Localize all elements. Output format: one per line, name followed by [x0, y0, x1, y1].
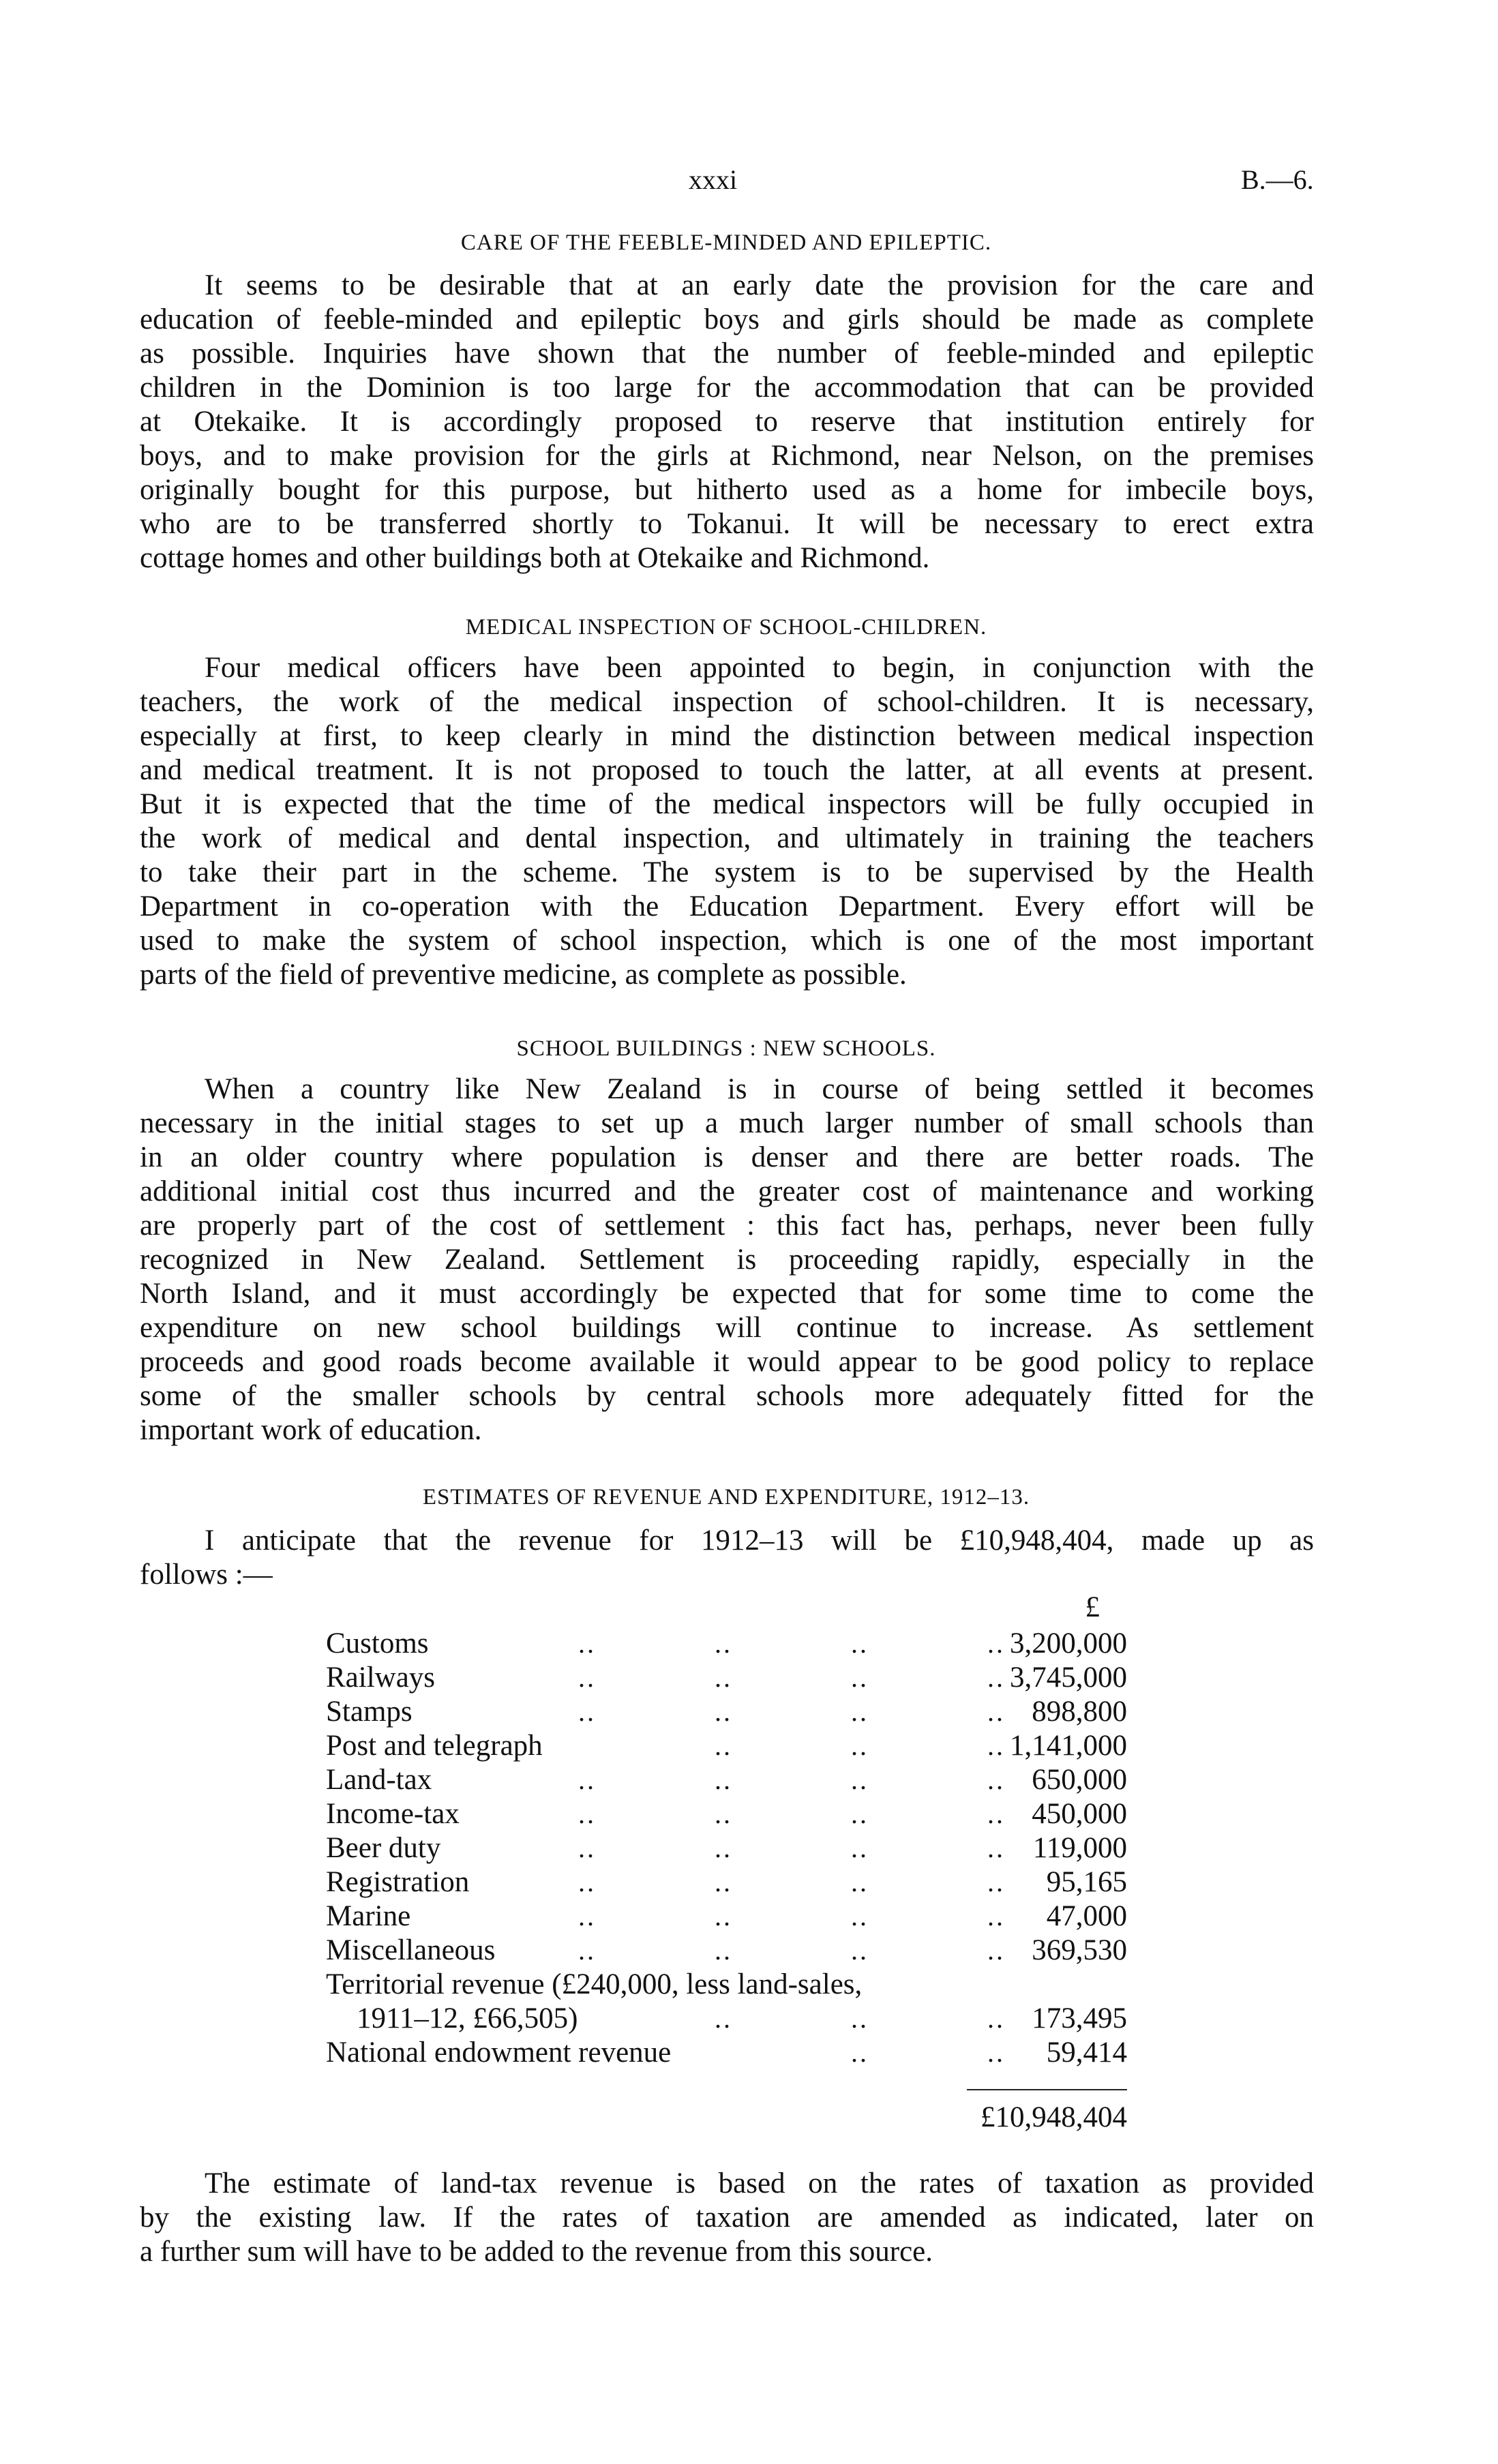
section-heading-school-buildings: SCHOOL BUILDINGS : NEW SCHOOLS.	[516, 1036, 936, 1061]
row-label: Marine	[326, 1900, 411, 1932]
text-line: education of feeble-minded and epileptic boys and girls should be made as complete	[140, 303, 1314, 335]
leader-dots: ..	[851, 1833, 869, 1863]
row-value: 3,200,000	[1010, 1627, 1127, 1659]
leader-dots: ..	[715, 1764, 732, 1795]
text-line: additional initial cost thus incurred and the greater cost of maintenance and working	[140, 1175, 1314, 1207]
leader-dots: ..	[987, 1628, 1005, 1659]
leader-dots: ..	[578, 1628, 596, 1659]
leader-dots: ..	[851, 2037, 869, 2068]
leader-dots: ..	[851, 2003, 869, 2034]
section-heading-estimates: ESTIMATES OF REVENUE AND EXPENDITURE, 1912–13.	[422, 1485, 1030, 1509]
text-line: and medical treatment. It is not proposed to touch the latter, at all events at present.	[140, 754, 1314, 786]
leader-dots: ..	[851, 1935, 869, 1966]
text-line: boys, and to make provision for the girls at Richmond, near Nelson, on the premises	[140, 440, 1314, 472]
text-line: important work of education.	[140, 1414, 482, 1446]
leader-dots: ..	[578, 1764, 596, 1795]
leader-dots: ..	[715, 1867, 732, 1897]
total-rule	[967, 2089, 1127, 2090]
leader-dots: ..	[715, 1833, 732, 1863]
text-line: Department in co-operation with the Education Department. Every effort will be	[140, 890, 1314, 922]
row-label: Customs	[326, 1627, 429, 1659]
row-label: Miscellaneous	[326, 1934, 496, 1966]
text-line: a further sum will have to be added to the revenue from this source.	[140, 2236, 933, 2268]
parliamentary-paper-reference: B.—6.	[1241, 164, 1314, 195]
leader-dots: ..	[987, 1696, 1005, 1727]
paragraph-estimates-intro	[140, 1524, 1314, 1592]
text-line: the work of medical and dental inspection, and ultimately in training the teachers	[140, 822, 1314, 854]
table-row	[326, 1797, 1127, 1831]
leader-dots: ..	[987, 2037, 1005, 2068]
text-line: Four medical officers have been appointed to begin, in conjunction with the	[205, 652, 1314, 684]
row-label: Registration	[326, 1866, 470, 1898]
leader-dots: ..	[851, 1867, 869, 1897]
leader-dots: ..	[987, 1730, 1005, 1761]
text-line: It seems to be desirable that at an early date the provision for the care and	[205, 269, 1314, 301]
text-line: especially at first, to keep clearly in mind the distinction between medical inspection	[140, 720, 1314, 752]
page-number: xxxi	[689, 164, 738, 195]
row-value: 650,000	[1032, 1764, 1127, 1796]
text-line: teachers, the work of the medical inspection of school-children. It is necessary,	[140, 686, 1314, 718]
leader-dots: ..	[578, 1662, 596, 1693]
leader-dots: ..	[715, 1628, 732, 1659]
paragraph-school-buildings	[140, 1072, 1314, 1447]
text-line: When a country like New Zealand is in course of being settled it becomes	[205, 1073, 1314, 1105]
row-value: 450,000	[1032, 1798, 1127, 1830]
table-row	[326, 1661, 1127, 1695]
text-line: I anticipate that the revenue for 1912–13 will be £10,948,404, made up as	[205, 1524, 1314, 1557]
table-row	[326, 2036, 1127, 2070]
leader-dots: ..	[715, 2003, 732, 2034]
row-label: National endowment revenue	[326, 2037, 672, 2069]
leader-dots: ..	[851, 1662, 869, 1693]
leader-dots: ..	[851, 1730, 869, 1761]
table-row	[326, 1695, 1127, 1729]
leader-dots: ..	[715, 1799, 732, 1829]
leader-dots: ..	[715, 1662, 732, 1693]
row-value: 173,495	[1032, 2002, 1127, 2034]
text-line: used to make the system of school inspection, which is one of the most important	[140, 925, 1314, 957]
leader-dots: ..	[851, 1764, 869, 1795]
text-line: expenditure on new school buildings will continue to increase. As settlement	[140, 1312, 1314, 1344]
row-value: 59,414	[1046, 2037, 1127, 2069]
text-line: follows :—	[140, 1559, 273, 1591]
row-label: Land-tax	[326, 1764, 432, 1796]
leader-dots: ..	[715, 1696, 732, 1727]
leader-dots: ..	[987, 1833, 1005, 1863]
leader-dots: ..	[987, 1799, 1005, 1829]
text-line: are properly part of the cost of settlement : this fact has, perhaps, never been fully	[140, 1210, 1314, 1242]
row-value: 369,530	[1032, 1934, 1127, 1966]
row-value: 119,000	[1032, 1832, 1127, 1864]
revenue-table	[326, 1589, 1127, 2138]
section-heading-medical-inspection: MEDICAL INSPECTION OF SCHOOL-CHILDREN.	[465, 615, 987, 640]
text-line: parts of the field of preventive medicine, as complete as possible.	[140, 959, 907, 991]
leader-dots: ..	[715, 1901, 732, 1932]
row-value: 47,000	[1046, 1900, 1127, 1932]
table-row	[326, 1831, 1127, 1865]
text-line: who are to be transferred shortly to Tokanui. It will be necessary to erect extra	[140, 508, 1314, 540]
total-block	[326, 2070, 1127, 2138]
text-line: in an older country where population is denser and there are better roads. The	[140, 1141, 1314, 1173]
leader-dots: ..	[578, 1901, 596, 1932]
text-line: to take their part in the scheme. The system is to be supervised by the Health	[140, 856, 1314, 888]
text-line: originally bought for this purpose, but hitherto used as a home for imbecile boys,	[140, 474, 1314, 506]
leader-dots: ..	[987, 1867, 1005, 1897]
text-line: North Island, and it must accordingly be expected that for some time to come the	[140, 1278, 1314, 1310]
row-value: 1,141,000	[1010, 1730, 1127, 1762]
leader-dots: ..	[578, 1799, 596, 1829]
text-line: children in the Dominion is too large for the accommodation that can be provided	[140, 372, 1314, 404]
text-line: necessary in the initial stages to set up a much larger number of small schools than	[140, 1107, 1314, 1139]
text-line: cottage homes and other buildings both at Otekaike and Richmond.	[140, 542, 930, 574]
currency-column-header: £	[1085, 1591, 1100, 1623]
row-label: Stamps	[326, 1696, 413, 1728]
leader-dots: ..	[715, 1935, 732, 1966]
leader-dots: ..	[987, 1901, 1005, 1932]
row-label: 1911–12, £66,505)	[357, 2002, 578, 2034]
leader-dots: ..	[578, 1696, 596, 1727]
table-row	[326, 1763, 1127, 1797]
text-line: But it is expected that the time of the medical inspectors will be fully occupied in	[140, 788, 1314, 820]
text-line: some of the smaller schools by central schools more adequately fitted for the	[140, 1380, 1314, 1412]
text-line: recognized in New Zealand. Settlement is proceeding rapidly, especially in the	[140, 1244, 1314, 1276]
leader-dots: ..	[987, 1935, 1005, 1966]
row-label: Income-tax	[326, 1798, 460, 1830]
paragraph-land-tax	[140, 2167, 1314, 2269]
leader-dots: ..	[851, 1628, 869, 1659]
leader-dots: ..	[851, 1799, 869, 1829]
row-label: Territorial revenue (£240,000, less land-sales,	[326, 1968, 863, 2000]
row-value: 3,745,000	[1010, 1662, 1127, 1694]
leader-dots: ..	[578, 1935, 596, 1966]
leader-dots: ..	[851, 1696, 869, 1727]
text-line: The estimate of land-tax revenue is based on the rates of taxation as provided	[205, 2167, 1314, 2199]
row-label: Railways	[326, 1662, 436, 1694]
text-line: proceeds and good roads become available it would appear to be good policy to replace	[140, 1346, 1314, 1378]
text-line: as possible. Inquiries have shown that the number of feeble-minded and epileptic	[140, 337, 1314, 370]
row-label: Post and telegraph	[326, 1730, 543, 1762]
row-value: 898,800	[1032, 1696, 1127, 1728]
revenue-total: £10,948,404	[980, 2101, 1127, 2133]
leader-dots: ..	[987, 1764, 1005, 1795]
leader-dots: ..	[851, 1901, 869, 1932]
text-line: by the existing law. If the rates of taxation are amended as indicated, later on	[140, 2202, 1314, 2234]
leader-dots: ..	[578, 1867, 596, 1897]
table-row	[326, 1934, 1127, 1968]
leader-dots: ..	[987, 1662, 1005, 1693]
text-line: at Otekaike. It is accordingly proposed to reserve that institution entirely for	[140, 406, 1314, 438]
paragraph-medical-inspection	[140, 651, 1314, 992]
section-heading-feeble-minded: CARE OF THE FEEBLE-MINDED AND EPILEPTIC.	[460, 230, 992, 255]
row-value: 95,165	[1046, 1866, 1127, 1898]
table-row	[326, 1899, 1127, 1934]
table-row	[326, 2002, 1127, 2036]
revenue-rows	[326, 1627, 1127, 2070]
leader-dots: ..	[578, 1833, 596, 1863]
paragraph-feeble-minded	[140, 269, 1314, 575]
table-row	[326, 1729, 1127, 1763]
leader-dots: ..	[715, 1730, 732, 1761]
table-row	[326, 1627, 1127, 1661]
table-row	[326, 1968, 1127, 2002]
leader-dots: ..	[987, 2003, 1005, 2034]
row-label: Beer duty	[326, 1832, 441, 1864]
table-row	[326, 1865, 1127, 1899]
